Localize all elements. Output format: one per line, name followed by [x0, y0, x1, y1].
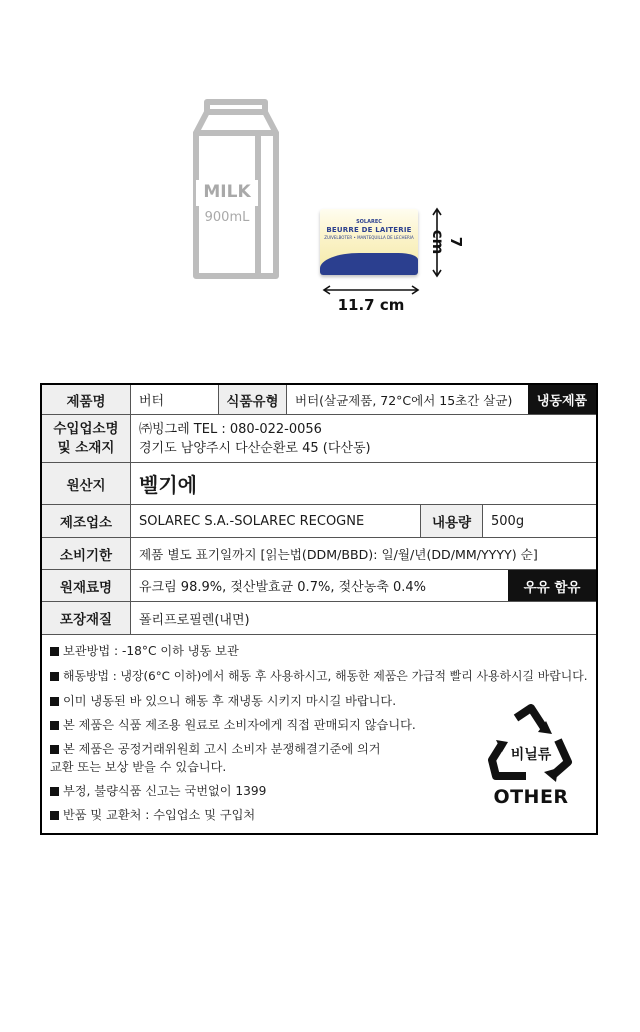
- importer-tel: ㈜빙그레 TEL : 080-022-0056: [139, 421, 322, 437]
- ingredients-label: 원재료명: [42, 570, 130, 601]
- illustration-drawing: [0, 0, 640, 340]
- note-text: 본 제품은 공정거래위원회 고시 소비자 분쟁해결기준에 의거: [63, 742, 381, 756]
- bullet-square-icon: [50, 672, 59, 681]
- volume-label: 내용량: [420, 505, 482, 537]
- food-type-value: 버터(살균제품, 72°C에서 15초간 살균): [286, 385, 528, 414]
- packaging-label: 포장재질: [42, 602, 130, 634]
- size-illustration: [0, 0, 640, 340]
- note-thawing: [50, 666, 588, 686]
- bullet-square-icon: [50, 721, 59, 730]
- volume-value: 500g: [482, 505, 596, 537]
- note-text: 보관방법 : -18°C 이하 냉동 보관: [63, 644, 239, 658]
- ingredients-value: 유크림 98.9%, 젖산발효균 0.7%, 젖산농축 0.4%: [130, 570, 508, 601]
- milk-allergen-badge: 우유 함유: [508, 570, 596, 601]
- note-report: [50, 781, 266, 801]
- product-name-label: 제품명: [42, 385, 130, 414]
- row-origin: [42, 463, 596, 505]
- row-product-name: [42, 385, 596, 415]
- expiry-value: 제품 별도 표기일까지 [읽는법(DDM/BBD): 일/월/년(DD/MM/YYYY) 순]: [130, 538, 596, 569]
- note-dispute: [50, 739, 381, 759]
- row-packaging: [42, 602, 596, 635]
- expiry-label: 소비기한: [42, 538, 130, 569]
- milk-volume: 900mL: [204, 210, 250, 225]
- row-importer: [42, 415, 596, 463]
- origin-label: 원산지: [42, 463, 130, 504]
- importer-label: [42, 415, 130, 462]
- manufacturer-label: 제조업소: [42, 505, 130, 537]
- recycle-label: 비닐류: [510, 747, 552, 763]
- milk-label: MILK: [203, 182, 251, 202]
- bullet-square-icon: [50, 787, 59, 796]
- butter-brand: SOLAREC: [356, 219, 382, 225]
- food-type-label: 식품유형: [218, 385, 286, 414]
- recycle-other-label: OTHER: [493, 786, 569, 808]
- bullet-square-icon: [50, 811, 59, 820]
- row-ingredients: [42, 570, 596, 602]
- importer-label-line1: 수입업소명: [53, 420, 119, 437]
- importer-address: 경기도 남양주시 다산순환로 45 (다산동): [139, 440, 371, 456]
- importer-label-line2: 및 소재지: [57, 439, 115, 456]
- butter-name: BEURRE DE LAITERIE: [326, 226, 412, 234]
- note-text: 이미 냉동된 바 있으니 해동 후 재냉동 시키지 마시길 바랍니다.: [63, 694, 397, 708]
- butter-wave-graphic: [320, 253, 418, 275]
- note-text: 반품 및 교환처 : 수입업소 및 구입처: [63, 808, 256, 822]
- width-arrow-icon: [324, 286, 418, 294]
- origin-value: 벨기에: [130, 463, 596, 504]
- note-storage: [50, 641, 239, 661]
- product-name-value: 버터: [130, 385, 218, 414]
- row-manufacturer: [42, 505, 596, 538]
- note-text: 부정, 불량식품 신고는 국번없이 1399: [63, 784, 267, 798]
- note-text: 해동방법 : 냉장(6°C 이하)에서 해동 후 사용하시고, 해동한 제품은 가급적 빨리 사용하시길 바랍니다.: [63, 669, 588, 683]
- manufacturer-value: SOLAREC S.A.-SOLAREC RECOGNE: [130, 505, 420, 537]
- importer-value: [130, 415, 596, 462]
- butter-package-image: [320, 209, 418, 275]
- packaging-value: 폴리프로필렌(내면): [130, 602, 596, 634]
- height-dimension: 7 cm: [429, 229, 465, 255]
- butter-subtitle: ZUIVELBOTER • MANTEQUILLA DE LECHERIA: [324, 235, 414, 240]
- bullet-square-icon: [50, 647, 59, 656]
- note-text: 본 제품은 식품 제조용 원료로 소비자에게 직접 판매되지 않습니다.: [63, 718, 416, 732]
- note-return: [50, 805, 255, 825]
- frozen-badge: 냉동제품: [528, 385, 596, 414]
- bullet-square-icon: [50, 745, 59, 754]
- width-dimension: 11.7 cm: [337, 296, 405, 314]
- bullet-square-icon: [50, 697, 59, 706]
- note-dispute-continuation: 교환 또는 보상 받을 수 있습니다.: [50, 760, 227, 774]
- note-raw-material: [50, 715, 416, 735]
- row-expiry: [42, 538, 596, 570]
- note-refreeze: [50, 691, 396, 711]
